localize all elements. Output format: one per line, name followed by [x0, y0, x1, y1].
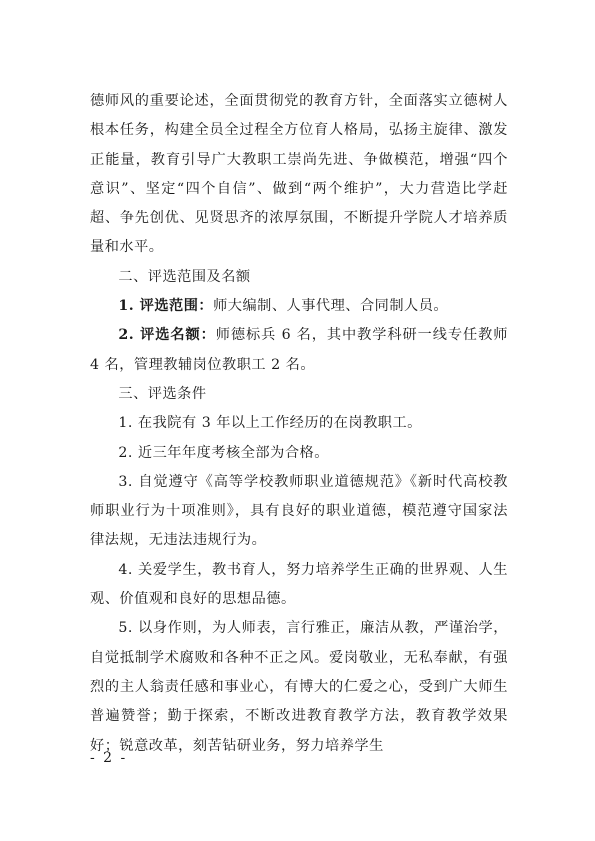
page-number: - 2 -	[90, 750, 128, 766]
intro-paragraph-continuation	[90, 87, 508, 263]
paragraph-text: 师大编制、人事代理、合同制人员。	[213, 298, 449, 315]
scope-paragraph	[90, 292, 508, 321]
paragraph-text: 师德标兵 6 名，其中教学科研一线专任教师 4 名，管理教辅岗位教职工 2 名。	[90, 327, 508, 373]
criterion-3	[90, 468, 508, 556]
heading-text: 三、评选条件	[118, 385, 207, 402]
document-body	[90, 87, 508, 761]
criterion-2	[90, 439, 508, 468]
section-heading-scope	[90, 263, 508, 292]
scope-lead: 1. 评选范围：	[118, 298, 214, 315]
criterion-5	[90, 614, 508, 760]
quota-lead: 2. 评选名额：	[118, 327, 216, 344]
paragraph-text: 1. 在我院有 3 年以上工作经历的在岗教职工。	[118, 415, 422, 432]
criterion-1	[90, 409, 508, 438]
paragraph-text: 2. 近三年年度考核全部为合格。	[118, 444, 329, 461]
criterion-4	[90, 556, 508, 615]
paragraph-text: 5. 以身作则，为人师表，言行雅正，廉洁从教，严谨治学，自觉抵制学术腐败和各种不正之风。爱岗敬业，无私奉献，有强烈的主人翁责任感和事业心，有博大的仁爱之心，受到广大师生普遍赞誉；勤于探索，不断改进教育教学方法，教育教学效果好；锐意改革，刻苦钻研业务，努力培养学生	[90, 620, 508, 754]
paragraph-text: 4. 关爱学生，教书育人，努力培养学生正确的世界观、人生观、价值观和良好的思想品德。	[90, 561, 508, 608]
quota-paragraph	[90, 321, 508, 380]
section-heading-criteria	[90, 380, 508, 409]
paragraph-text: 3. 自觉遵守《高等学校教师职业道德规范》《新时代高校教师职业行为十项准则》，具有良好的职业道德，模范遵守国家法律法规，无违法违规行为。	[90, 473, 508, 549]
heading-text: 二、评选范围及名额	[118, 268, 251, 285]
paragraph-text: 德师风的重要论述，全面贯彻党的教育方针，全面落实立德树人根本任务，构建全员全过程全方位育人格局，弘扬主旋律、激发正能量，教育引导广大教职工崇尚先进、争做模范，增强“四个意识”、坚定“四个自信”、做到“两个维护”，大力营造比学赶超、争先创优、见贤思齐的浓厚氛围，不断提升学院人才培养质量和水平。	[90, 93, 508, 256]
